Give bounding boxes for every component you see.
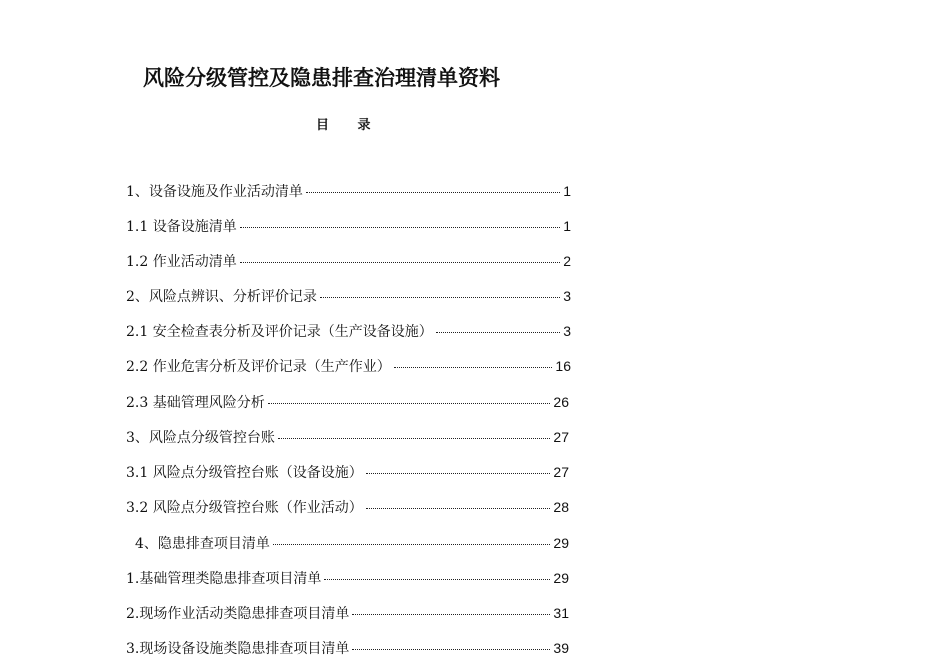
- toc-leader-dots: [278, 438, 551, 439]
- toc-entry-label: 1.1 设备设施清单: [126, 219, 237, 235]
- toc-entry[interactable]: [126, 603, 569, 625]
- toc-entry-label: 1.2 作业活动清单: [126, 254, 237, 270]
- toc-entry[interactable]: [126, 251, 571, 273]
- toc-entry-page: 31: [553, 605, 569, 621]
- toc-entry[interactable]: [126, 181, 571, 203]
- toc-entry-label: 2.2 作业危害分析及评价记录（生产作业）: [126, 359, 391, 375]
- toc-entry[interactable]: [126, 427, 569, 449]
- toc-leader-dots: [394, 367, 553, 368]
- toc-entry-label: 2.现场作业活动类隐患排查项目清单: [126, 606, 350, 622]
- toc-leader-dots: [352, 614, 550, 615]
- toc-entry-page: 27: [553, 464, 569, 480]
- toc-entry[interactable]: [135, 533, 569, 555]
- toc-entry-page: 27: [553, 429, 569, 445]
- toc-entry-label: 4、隐患排查项目清单: [135, 536, 270, 552]
- toc-entry[interactable]: [126, 286, 571, 308]
- toc-entry-page: 3: [563, 323, 571, 339]
- toc-entry[interactable]: [126, 638, 569, 660]
- toc-entry-label: 2、风险点辨识、分析评价记录: [126, 289, 317, 305]
- toc-leader-dots: [352, 649, 550, 650]
- toc-entry[interactable]: [126, 321, 571, 343]
- toc-entry-page: 1: [563, 218, 571, 234]
- toc-entry-page: 1: [563, 183, 571, 199]
- toc-leader-dots: [306, 192, 560, 193]
- toc-leader-dots: [320, 297, 560, 298]
- toc-leader-dots: [324, 579, 550, 580]
- toc-entry-label: 3.1 风险点分级管控台账（设备设施）: [126, 465, 363, 481]
- toc-entry-label: 2.1 安全检查表分析及评价记录（生产设备设施）: [126, 324, 433, 340]
- toc-leader-dots: [268, 403, 551, 404]
- toc-entry-label: 2.3 基础管理风险分析: [126, 395, 265, 411]
- toc-entry[interactable]: [126, 216, 571, 238]
- toc-entry[interactable]: [126, 356, 571, 378]
- toc-entry-label: 1.基础管理类隐患排查项目清单: [126, 571, 322, 587]
- toc-leader-dots: [436, 332, 560, 333]
- toc-entry-page: 26: [553, 394, 569, 410]
- toc-entry-page: 16: [555, 358, 571, 374]
- toc-entry-page: 29: [553, 570, 569, 586]
- toc-entry[interactable]: [126, 497, 569, 519]
- toc-entry-page: 39: [553, 640, 569, 656]
- toc-entry[interactable]: [126, 392, 569, 414]
- toc-leader-dots: [366, 508, 551, 509]
- toc-entry-page: 3: [563, 288, 571, 304]
- toc-heading: 目 录: [316, 118, 383, 133]
- toc-entry[interactable]: [126, 568, 569, 590]
- toc-entry-label: 3.现场设备设施类隐患排查项目清单: [126, 641, 350, 657]
- toc-entry-page: 29: [553, 535, 569, 551]
- toc-entry[interactable]: [126, 462, 569, 484]
- toc-leader-dots: [240, 227, 560, 228]
- toc-leader-dots: [240, 262, 560, 263]
- document-title: 风险分级管控及隐患排查治理清单资料: [143, 66, 500, 90]
- toc-entry-page: 2: [563, 253, 571, 269]
- toc-entry-label: 3、风险点分级管控台账: [126, 430, 275, 446]
- toc-leader-dots: [273, 544, 551, 545]
- toc-entry-label: 3.2 风险点分级管控台账（作业活动）: [126, 500, 363, 516]
- toc-entry-label: 1、设备设施及作业活动清单: [126, 184, 303, 200]
- toc-leader-dots: [366, 473, 551, 474]
- toc-entry-page: 28: [553, 499, 569, 515]
